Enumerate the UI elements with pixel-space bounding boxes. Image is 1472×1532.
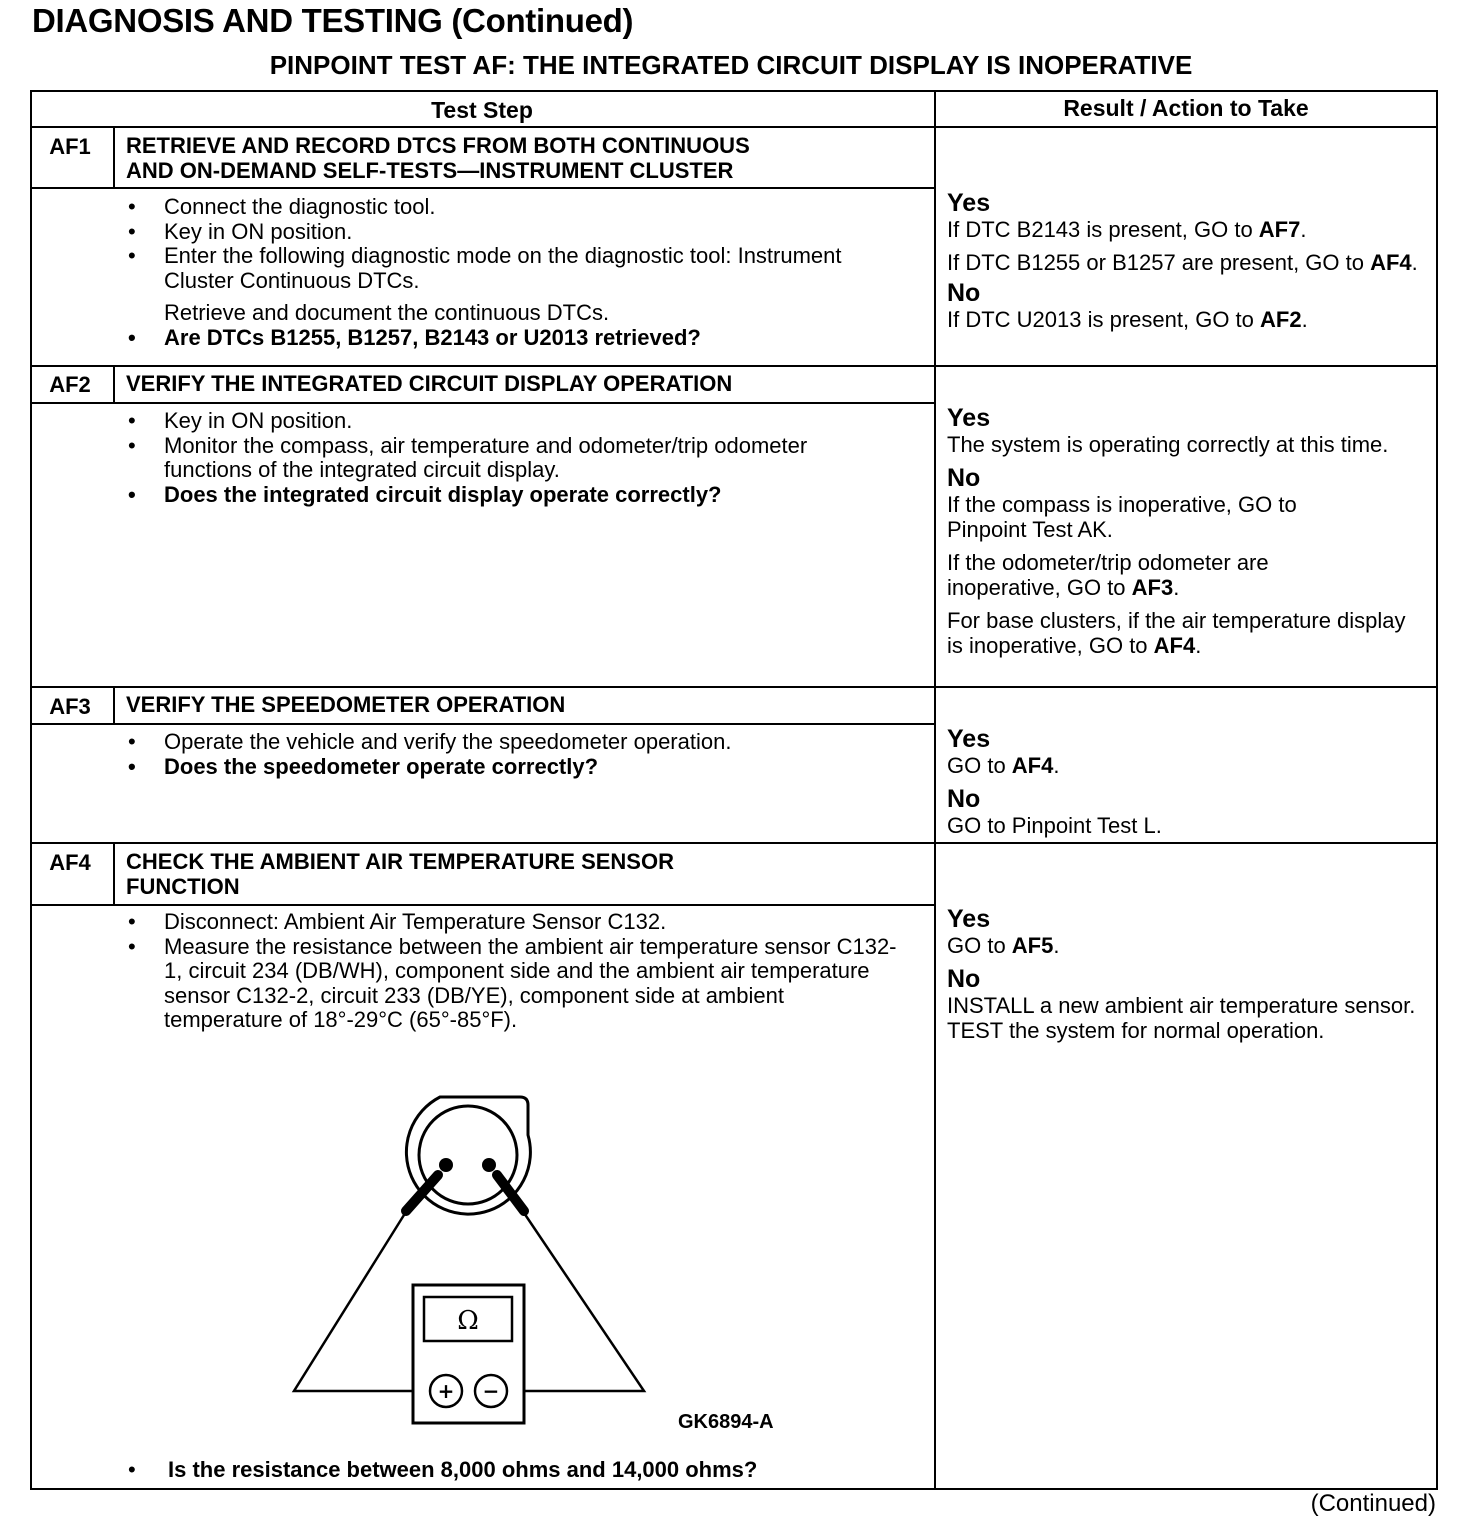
row-divider xyxy=(30,686,1438,688)
continued-label: (Continued) xyxy=(1310,1490,1436,1517)
result-af2 xyxy=(947,405,1417,658)
step-id-divider xyxy=(113,365,115,403)
step-id-af3: AF3 xyxy=(49,694,91,719)
step-id-divider xyxy=(113,842,115,905)
no-label: No xyxy=(947,965,981,993)
header-divider xyxy=(30,126,1438,128)
step-title-af2: VERIFY THE INTEGRATED CIRCUIT DISPLAY OPERATION xyxy=(126,371,733,396)
step-id-af4: AF4 xyxy=(49,850,91,875)
step-id-divider xyxy=(113,126,115,188)
positive-sign: + xyxy=(437,1379,455,1403)
step-title-af1: RETRIEVE AND RECORD DTCS FROM BOTH CONTINUOUS AND ON-DEMAND SELF-TESTS—INSTRUMENT CLUSTER xyxy=(126,133,750,183)
result-af4 xyxy=(947,906,1417,1043)
negative-sign: − xyxy=(482,1379,500,1403)
step-title-divider xyxy=(30,187,934,189)
header-test-step: Test Step xyxy=(431,97,533,123)
step-id-divider xyxy=(113,686,115,724)
step-title-divider xyxy=(30,904,934,906)
result-text: For base clusters, if the air temperature display is inoperative, GO to AF4. xyxy=(947,608,1406,658)
list-item: • Connect the diagnostic tool. xyxy=(126,195,916,220)
step-title-divider xyxy=(30,723,934,725)
ohmmeter-test-diagram xyxy=(280,1085,680,1435)
step-question-af4: • Is the resistance between 8,000 ohms and 14,000 ohms? xyxy=(128,1457,758,1482)
step-instructions-af1 xyxy=(126,195,916,350)
step-instructions-af2 xyxy=(126,409,826,507)
ohm-symbol: Ω xyxy=(457,1306,479,1336)
yes-label: Yes xyxy=(947,905,991,933)
row-divider xyxy=(30,365,1438,367)
list-item: • Monitor the compass, air temperature and odometer/trip odometer functions of the integrated circuit display. xyxy=(126,434,826,483)
step-id-af1: AF1 xyxy=(49,134,91,159)
column-divider xyxy=(934,90,936,1490)
result-af1 xyxy=(947,190,1422,332)
step-question-af1: • Are DTCs B1255, B1257, B2143 or U2013 retrieved? xyxy=(126,326,916,351)
result-text: The system is operating correctly at this time. xyxy=(947,432,1389,457)
step-question-af2: • Does the integrated circuit display operate correctly? xyxy=(126,483,826,508)
result-text: If DTC B1255 or B1257 are present, GO to AF4. xyxy=(947,250,1418,275)
probe-left xyxy=(406,1175,438,1211)
result-text: If DTC B2143 is present, GO to AF7. xyxy=(947,217,1307,242)
list-item: • Operate the vehicle and verify the speedometer operation. xyxy=(126,730,916,755)
result-text: If the compass is inoperative, GO to Pinpoint Test AK. xyxy=(947,492,1297,542)
list-item: • Key in ON position. xyxy=(126,409,826,434)
sensor-pin-1 xyxy=(439,1158,453,1172)
result-text: If the odometer/trip odometer are inoperative, GO to AF3. xyxy=(947,550,1269,600)
list-item: • Key in ON position. xyxy=(126,220,916,245)
pinpoint-test-title: PINPOINT TEST AF: THE INTEGRATED CIRCUIT DISPLAY IS INOPERATIVE xyxy=(269,50,1193,80)
figure-label: GK6894-A xyxy=(678,1411,774,1433)
step-title-af3: VERIFY THE SPEEDOMETER OPERATION xyxy=(126,692,566,717)
list-item: • Measure the resistance between the ambient air temperature sensor C132-1, circuit 234 (DB/WH), component side and the ambient air temperature sensor C132-2, circuit 233 (DB/YE), component side at ambient temperature of 18°-29°C (65°-85°F). xyxy=(126,935,906,1033)
page-title: DIAGNOSIS AND TESTING (Continued) xyxy=(32,2,634,39)
list-item: • Disconnect: Ambient Air Temperature Sensor C132. xyxy=(126,910,906,935)
yes-label: Yes xyxy=(947,189,991,217)
step-instructions-af3 xyxy=(126,730,916,779)
sensor-pin-2 xyxy=(482,1158,496,1172)
result-text: INSTALL a new ambient air temperature sensor. TEST the system for normal operation. xyxy=(947,993,1416,1043)
result-af3 xyxy=(947,726,1417,838)
no-label: No xyxy=(947,464,981,492)
step-instructions-af4 xyxy=(126,910,906,1033)
step-id-af2: AF2 xyxy=(49,372,91,397)
yes-label: Yes xyxy=(947,404,991,432)
result-text: If DTC U2013 is present, GO to AF2. xyxy=(947,307,1308,332)
header-result-action: Result / Action to Take xyxy=(1063,95,1309,121)
list-item: Retrieve and document the continuous DTCs. xyxy=(164,300,610,325)
step-title-divider xyxy=(30,402,934,404)
result-text: GO to AF4. xyxy=(947,753,1060,778)
row-divider xyxy=(30,842,1438,844)
yes-label: Yes xyxy=(947,725,991,753)
step-title-af4: CHECK THE AMBIENT AIR TEMPERATURE SENSOR FUNCTION xyxy=(126,849,674,899)
no-label: No xyxy=(947,279,981,307)
step-question-af3: • Does the speedometer operate correctly? xyxy=(126,755,916,780)
no-label: No xyxy=(947,785,981,813)
list-item: • Enter the following diagnostic mode on the diagnostic tool: Instrument Cluster Continuous DTCs. xyxy=(126,244,916,293)
result-text: GO to Pinpoint Test L. xyxy=(947,813,1162,838)
result-text: GO to AF5. xyxy=(947,933,1060,958)
